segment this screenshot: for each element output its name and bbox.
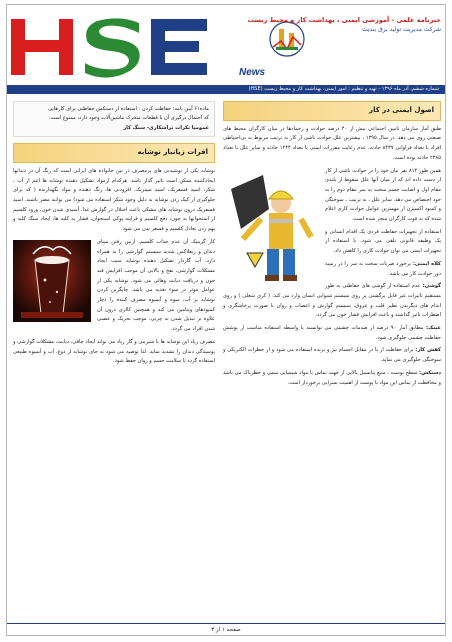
paragraph: طبق آمار سازمان تامین اجتماعی بیش از ۴۰ درصد حوادث و زخمادها در میان کارگران محیط های صنعتی روی می دهد. در سال ۱۳۹۵ ، بیشترین علل حوادث ناشی از کار به ترتیب مربوط به بی‌احتیاطی افراد با تعداد فراوانی ۸۴۳۷ حادثه، عدم رعایت مقررات ایمنی با تعداد ۱۲۴۴ حادثه و سایر علل با تعداد ۲۳۸۵ حادثه بوده است. [223, 125, 442, 161]
ppe-item [223, 324, 441, 343]
ppe-item-text: سطح پوست ، منبع پتانسیل بالایی از جهت تماس با مواد شیمیایی سمی و خطرناک می باشد و محافظت از تماس این مواد با پوست از اهمیت بسزایی برخوردار است. [223, 369, 441, 386]
note-line: عمومیا نکرات تراشکاری- سنگ کار [123, 124, 209, 131]
ppe-item [223, 346, 441, 365]
soda-glass-image [13, 240, 91, 322]
hse-logo [11, 13, 273, 79]
masthead [7, 5, 445, 83]
safety-section-title: اصول ایمنی در کار [223, 101, 441, 121]
newsletter-page [6, 4, 446, 636]
ppe-item-text: عدم استفاده از گوشی های حفاظتی به طور مستقیم تاثیرات غیر قابل برگشتی بر روی سیستم شنوایی انسان وارد می کند. ( کری شغلی ) و روی اندام های دیگربدن نظیر قلب و عروق، سیستم گوارش و اعصاب و روان با صورت پرخاشگری و اضطراب تاثیر گذاشته و باعث افزایش فشار خون می گردد. [223, 283, 441, 319]
issue-ribbon [7, 85, 445, 94]
paragraph: نوشابه یکی از نوشیدنی های پرمصرف در بین خانواده های ایرانی است که رنگ آن در دندانها ایجادکننده ممکن است تاثیر گذار باشد. هرکدام ازمواد تشکیل دهنده نوشابه ها اعم از آب ، شکر، اسید فسفریک، اسید سیتریک، افزودنی ها، رنگ دهنده و مواد نگهدارنده ( که برای جلوگیری از کپک زدن نوشابه به دلیل وجود شکر استفاده می شود) می توانند مضر باشند. اسید فسفریک درون نوشابه های مشکی باعث اختلال در گوارش غذا، آسیدی شدن خون، ورود کلسیم از استخوانها به خون، دفع کلسیم و فرایند پوکی استخوان، فشار به کلیه ها، ایجاد سنگ کلیه و بهم زدن تعادل کلسیم و فسفر بدن می شود. [13, 167, 215, 233]
page-footer: صفحه ۱ از ۳ [7, 623, 445, 635]
paragraph: همین طور ۸۱۴ نفر بیان خود را در حوادث ناشی از کار از دست داده اند که از میان آنها علل سقوط از بلندی مقام اول و اصابت جسم سخت به سر مقام دوم را به خود اختصاص می دهد. سایر علل ، به ترتیب ، سوختگی و کمبود اکسیژن از مهمترین عوامل حوادث کاری اعلام شده که به فوت کارگران منجر شده است. [325, 167, 441, 223]
logo-news-label: News [239, 67, 266, 78]
ppe-item-lead: گوشی: [422, 283, 441, 290]
ppe-item [223, 282, 441, 321]
paragraph: استفاده از تجهیزات حفاظت فردی یک اقدام انسانی و یک وظیفه قانونی تلقی می شود. با استفاده از تجهیزات ایمنی می توان حوادث کاری را کاهش داد. [325, 228, 441, 255]
ppe-item [223, 369, 441, 388]
newsletter-heading [247, 15, 441, 35]
safety-worker-illustration [223, 169, 319, 287]
ppe-item-lead: کلاه ایمنی: [412, 260, 441, 267]
ppe-item-text: مطابق آمار ۹۰ درصد از صدمات چشمی می توانسته با واسطه استفاده مناسب از پوشش حفاظت چشمی جلوگیری شود. [223, 325, 441, 341]
ppe-item-text: برخورد ضربات سخت به سر را در زمینه دور حوادث کار می باشد. [325, 260, 441, 277]
right-column [223, 101, 441, 391]
ppe-item-lead: کفش کار: [415, 347, 441, 354]
newsletter-subtitle: خبرنامه علمی - آموزشی ایمنی ، بهداشت کار و محیط زیست [247, 16, 441, 24]
ppe-item-lead: دستکش: [419, 369, 442, 376]
paragraph: کار گرینیک آن عدم جذاب کلسیم، ازبین رفتن مینای دندان و ریفلاکس شدید سیستم گوارشی را به همراه دارد. آب گازدار تشکیل دهنده نوشابه سبب ایجاد مشکلات گوارشی، نفخ و بالابی آن موجب افزایش قند خون و دریافت دیابت وهائی می شود. نوشابه یکی از عوامل موثر در سوء تغذیه می باشد. چاپگرین کردن نوشابه بر آب، میوه و آبمیوه مصرف کننده را دچار کمبودهای ویتامین می کند و همچنین کالری درون آن علاوه بر تبدیل شدن به چربی، موجب تحریک و عصبی شدن افراد می گردد. [97, 238, 215, 333]
note-line: ماده۶۱ آیین نامه: حفاظت کردن : استفاده از دستکش حفاظتی برای کارهایی [48, 106, 209, 112]
left-column [13, 101, 215, 370]
paragraph: مصرف زیاد این نوشابه ها با شیرینی و گاز زیاد می تواند ایجاد چاقی، دیابت، مشکلات گوارشی و پوسیدگی دندان را تشدید نماید. لذا توصیه می شود به جای نوشابه از دوغ، آب و آبمیوه طبیعی استفاده گردد تا سلامت جسم و روان حفظ شود. [13, 338, 215, 365]
regulation-note [13, 101, 215, 137]
ppe-item-text: برای حفاظت از پا در مقابل اجسام تیز و برنده استفاده می شود و از خطرات الکتریکی و سوختگی جلوگیری می نماید. [223, 347, 441, 364]
issue-info: شماره ششم، آذر ماه ۱۳۹۶ - تهیه و تنظیم : امور ایمنی، بهداشت کار و محیط زیست (HSE) [248, 86, 439, 92]
note-line: که احتمال درگیری آن با قطعات متحرک ماشین‌آلات وجود دارد، ممنوع است. [48, 115, 209, 122]
soda-section-title: افرات زیانبار نوشابه [13, 143, 215, 163]
company-name: شرکت مدیریت تولید برق بندیت [361, 26, 441, 33]
ppe-item-lead: عینک: [426, 325, 441, 332]
